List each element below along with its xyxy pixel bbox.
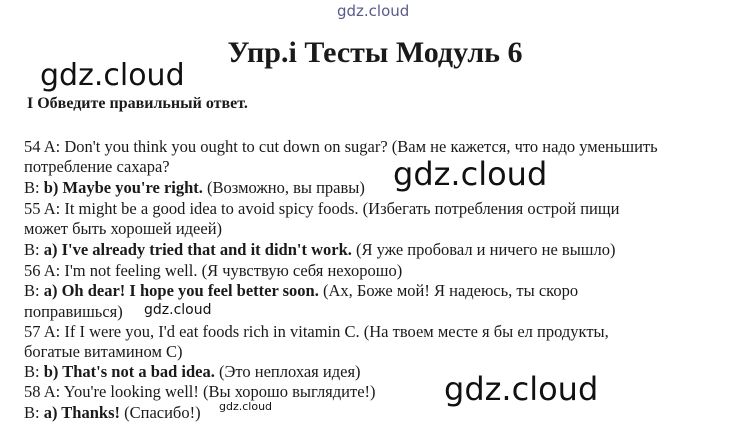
line-57-question: 57 A: If I were you, I'd eat foods rich in vitamin C. (На твоем месте я бы ел продукты, [24,322,609,341]
watermark-small-left: gdz.cloud [144,302,212,318]
answer-prefix: B: [24,178,44,197]
line-56-question: 56 A: I'm not feeling well. (Я чувствую себя нехорошо) [24,261,403,280]
line-56-answer-cont: поправишься) [24,302,123,321]
watermark-tiny-bottom: gdz.cloud [219,400,273,413]
answer-choice: b) Maybe you're right. [43,178,203,197]
watermark-left: gdz.cloud [40,58,185,93]
line-56-answer [24,281,578,301]
watermark-mid-right: gdz.cloud [393,155,548,193]
page-title: Упр.i Тесты Модуль 6 [227,36,523,69]
answer-choice: b) That's not a bad idea. [43,362,215,381]
instruction: I Обведите правильный ответ. [27,95,248,112]
line-54-answer [24,178,365,198]
answer-translation: (Это неплохая идея) [214,362,361,381]
answer-translation: (Возможно, вы правы) [202,178,365,197]
answer-choice: a) Oh dear! I hope you feel better soon. [43,281,319,300]
answer-translation: (Спасибо!) [120,403,201,422]
line-55-question: 55 A: It might be a good idea to avoid spicy foods. (Избегать потребления острой пищи [24,199,620,218]
line-57-question-cont: богатые витамином С) [24,342,183,361]
answer-choice: a) Thanks! [43,403,120,422]
line-58-question: 58 A: You're looking well! (Вы хорошо выглядите!) [24,382,376,401]
line-55-question-cont: может быть хорошей идеей) [24,219,223,238]
answer-prefix: B: [24,362,44,381]
answer-prefix: B: [24,403,44,422]
line-54-question: 54 A: Don't you think you ought to cut down on sugar? (Вам не кажется, что надо уменьшить [24,137,658,156]
answer-translation: (Ах, Боже мой! Я надеюсь, ты скоро [318,281,579,300]
line-55-answer [24,240,616,260]
watermark-top: gdz.cloud [337,2,410,20]
answer-prefix: B: [24,240,44,259]
watermark-bottom-right: gdz.cloud [444,370,599,408]
line-54-question-cont: потребление сахара? [24,157,170,176]
answer-choice: a) I've already tried that and it didn't work. [43,240,352,259]
answer-translation: (Я уже пробовал и ничего не вышло) [351,240,616,259]
line-58-answer [24,403,201,423]
answer-prefix: B: [24,281,44,300]
line-57-answer [24,362,361,382]
